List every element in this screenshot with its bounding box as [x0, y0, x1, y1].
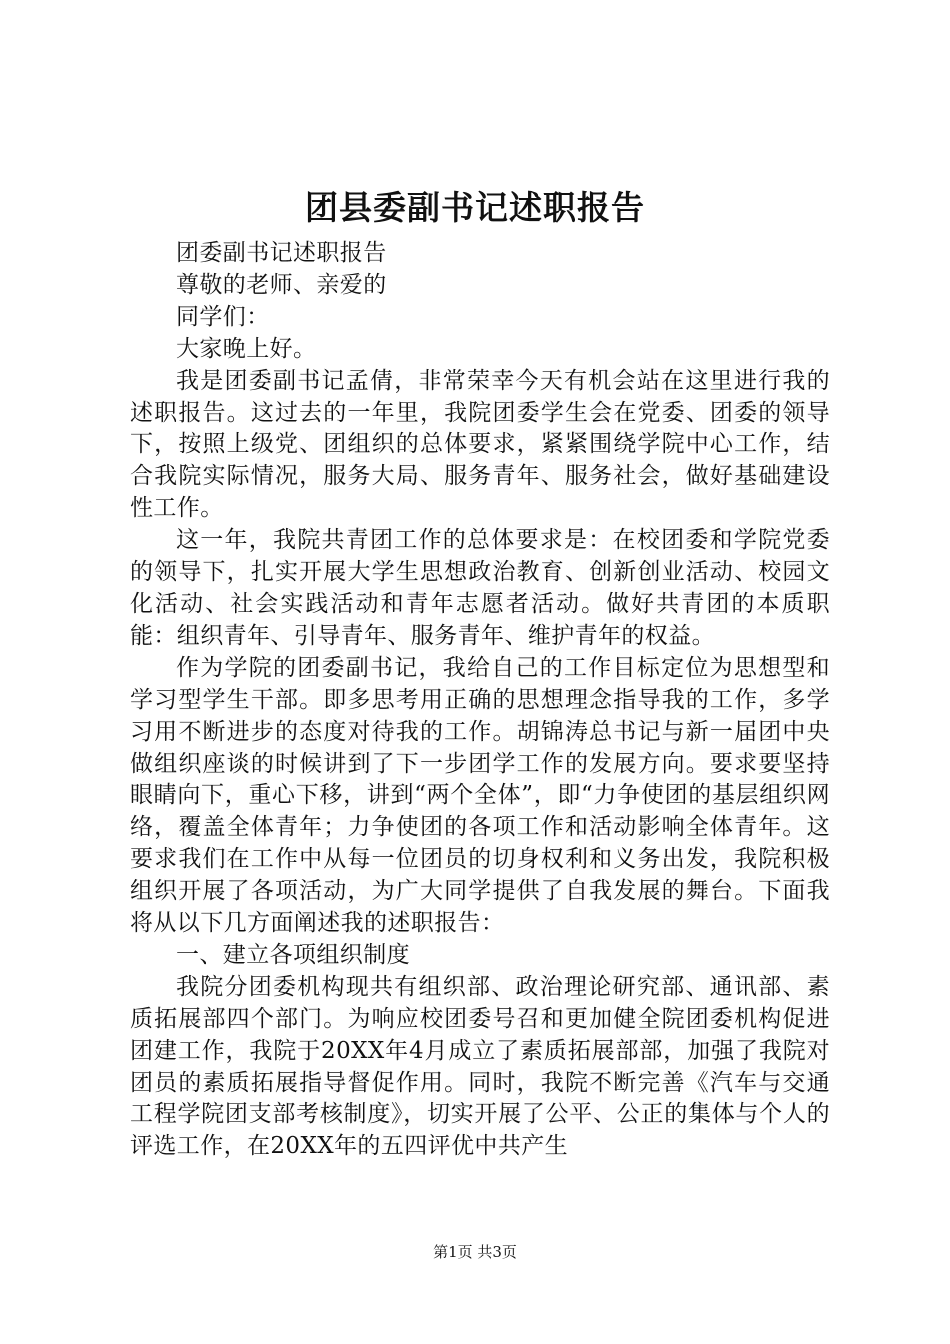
- page-number-footer: 第1页 共3页: [433, 1243, 517, 1261]
- paragraph: 我是团委副书记孟倩，非常荣幸今天有机会站在这里进行我的述职报告。这过去的一年里，我院团委学生会在党委、团委的领导下，按照上级党、团组织的总体要求，紧紧围绕学院中心工作，结合我院实际情况，服务大局、服务青年、服务社会，做好基础建设性工作。: [130, 367, 830, 522]
- document-title: 团县委副书记述职报告: [305, 188, 645, 227]
- section-heading: 一、建立各项组织制度: [176, 941, 410, 968]
- paragraph: 我院分团委机构现共有组织部、政治理论研究部、通讯部、素质拓展部四个部门。为响应校团委号召和更加健全院团委机构促进团建工作，我院于20XX年4月成立了素质拓展部部，加强了我院对团员的素质拓展指导督促作用。同时，我院不断完善《汽车与交通工程学院团支部考核制度》，切实开展了公平、公正的集体与个人的评选工作，在20XX年的五四评优中共产生: [130, 973, 830, 1160]
- paragraph: 这一年，我院共青团工作的总体要求是：在校团委和学院党委的领导下，扎实开展大学生思想政治教育、创新创业活动、校园文化活动、社会实践活动和青年志愿者活动。做好共青团的本质职能：组织青年、引导青年、服务青年、维护青年的权益。: [130, 527, 830, 649]
- paragraph: 尊敬的老师、亲爱的: [176, 271, 387, 298]
- paragraph: 大家晚上好。: [176, 335, 317, 362]
- paragraph: 同学们：: [176, 303, 270, 330]
- paragraph: 作为学院的团委副书记，我给自己的工作目标定位为思想型和学习型学生干部。即多思考用正确的思想理念指导我的工作，多学习用不断进步的态度对待我的工作。胡锦涛总书记与新一届团中央做组织座谈的时候讲到了下一步团学工作的发展方向。要求要坚持眼睛向下，重心下移，讲到“两个全体”，即“力争使团的基层组织网络，覆盖全体青年；力争使团的各项工作和活动影响全体青年。这要求我们在工作中从每一位团员的切身权利和义务出发，我院积极组织开展了各项活动，为广大同学提供了自我发展的舞台。下面我将从以下几方面阐述我的述职报告：: [130, 654, 830, 937]
- document-body: [130, 238, 830, 1163]
- paragraph: 团委副书记述职报告: [176, 240, 387, 266]
